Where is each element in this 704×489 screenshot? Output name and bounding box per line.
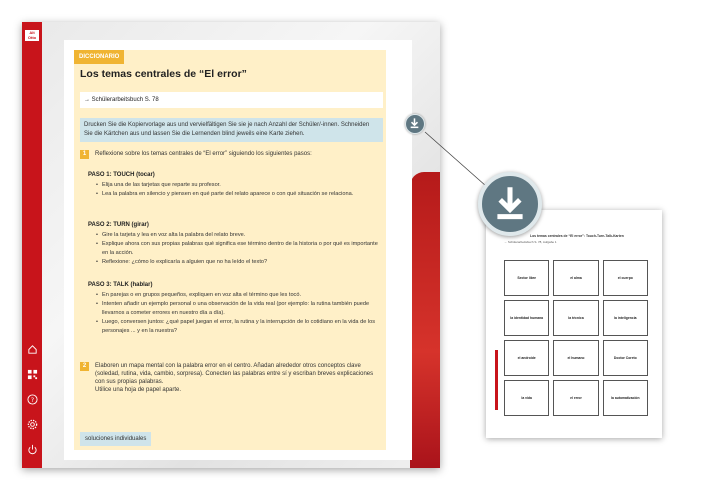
word-card: la inteligencia: [603, 300, 648, 336]
list-item: • En parejas o en grupos pequeños, expliquen en voz alta el término que les tocó.: [96, 291, 381, 299]
list-item: • Intenten añadir un ejemplo personal o una observación de la vida real (por ejemplo: la rutina también puede llevarnos a cometer errores en nuestro día a día).: [96, 300, 381, 317]
task-extra: Utilice una hoja de papel aparte.: [95, 387, 182, 393]
word-card: el humano: [553, 340, 598, 376]
download-button[interactable]: [405, 114, 425, 134]
solutions-button[interactable]: soluciones individuales: [80, 432, 151, 446]
list-item: • Lea la palabra en silencio y piensen en qué parte del relato aparece o con qué situación se relaciona.: [96, 190, 381, 198]
teacher-info-box: Drucken Sie die Kopiervorlage aus und vervielfältigen Sie sie je nach Anzahl der Schüler/-innen. Schneiden Sie die Kärtchen aus und lassen Sie die Lernenden blind jeweils eine Karte ziehen.: [80, 118, 383, 142]
word-card: la identidad humana: [504, 300, 549, 336]
list-item: • Reflexione: ¿cómo lo explicaría a alguien que no ha leído el texto?: [96, 258, 381, 266]
category-tag: DICCIONARIO: [74, 50, 124, 64]
svg-text:?: ?: [30, 395, 34, 404]
word-card: la técnica: [553, 300, 598, 336]
list-item: • Explique ahora con sus propias palabras qué significa ese término dentro de la historia o por qué es importante en la acción.: [96, 240, 381, 257]
card-grid: [504, 260, 648, 416]
list-item: • Elija una de las tarjetas que reparte su profesor.: [96, 181, 381, 189]
word-card: el alma: [553, 260, 598, 296]
worksheet-title: Los temas centrales de “El error”: Touch-Turn-Talk-Karten: [530, 234, 624, 238]
brand-logo: Alt Otto: [25, 30, 39, 41]
word-card: Sector libre: [504, 260, 549, 296]
step-title: PASO 3: TALK (hablar): [88, 282, 153, 288]
worksheet-subtitle: → Schülerarbeitsbuch S. 78, Aufgabe 1: [504, 240, 557, 244]
worksheet-brand-strip: [495, 350, 498, 410]
word-card: Doctor Coreto: [603, 340, 648, 376]
download-icon: [482, 176, 538, 232]
step-title: PASO 1: TOUCH (tocar): [88, 172, 155, 178]
word-card: el cuerpo: [603, 260, 648, 296]
list-item: • Luego, conversen juntos: ¿qué papel juegan el error, la rutina y la interrupción de lo cotidiano en la vida de los personajes ... y en la nuestra?: [96, 318, 381, 335]
page-title: Los temas centrales de “El error”: [80, 68, 247, 80]
task-text: Elaboren un mapa mental con la palabra error en el centro. Añadan alrededor otros conceptos clave (soledad, rutina, vida, cambio, sorpresa). Conecten las palabras entre sí y escriban breves explicaciones con sus propias palabras.: [95, 363, 374, 385]
download-button-zoom: [478, 172, 542, 236]
task-number: 2: [80, 362, 89, 371]
worksheet-preview: [486, 210, 662, 438]
task-number: 1: [80, 150, 89, 159]
download-icon: [406, 115, 423, 132]
word-card: el error: [553, 380, 598, 416]
step-title: PASO 2: TURN (girar): [88, 222, 149, 228]
word-card: el androide: [504, 340, 549, 376]
reference-link[interactable]: → Schülerarbeitsbuch S. 78: [80, 92, 383, 108]
word-card: la vida: [504, 380, 549, 416]
list-item: • Gire la tarjeta y lea en voz alta la palabra del relato breve.: [96, 231, 381, 239]
word-card: la automatización: [603, 380, 648, 416]
task-text: Reflexione sobre los temas centrales de “El error” siguiendo los siguientes pasos:: [95, 151, 312, 157]
